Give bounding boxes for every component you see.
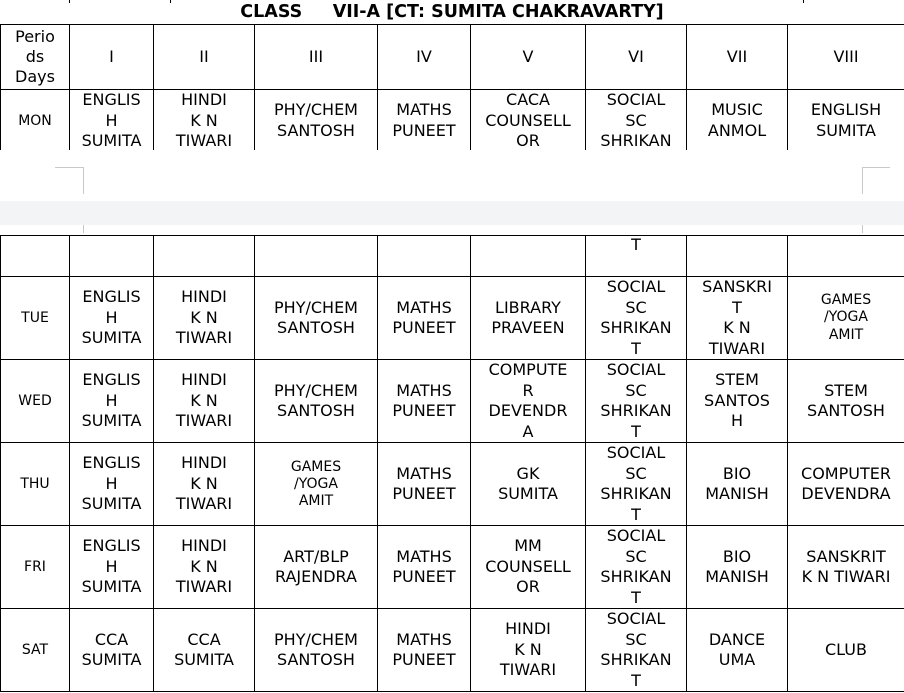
period-cell: SOCIAL SC SHRIKAN T xyxy=(586,443,687,526)
period-cell: CACA COUNSELL OR xyxy=(471,90,586,153)
period-cell: ENGLIS H SUMITA xyxy=(70,526,154,609)
period-cell xyxy=(378,236,471,277)
day-cell: THU xyxy=(1,443,70,526)
period-cell: ENGLIS H SUMITA xyxy=(70,360,154,443)
period-cell: STEM SANTOS H xyxy=(687,360,788,443)
period-header: II xyxy=(154,25,255,90)
period-cell: ENGLIS H SUMITA xyxy=(70,277,154,360)
table-row-continuation xyxy=(1,236,904,277)
crop-mark xyxy=(83,225,84,233)
period-cell: SOCIAL SC SHRIKAN T xyxy=(586,360,687,443)
corner-header: Perio ds Days xyxy=(1,25,70,90)
day-cell: SAT xyxy=(1,609,70,692)
period-cell xyxy=(471,236,586,277)
table-row-wed xyxy=(1,360,904,443)
period-cell: BIO MANISH xyxy=(687,526,788,609)
day-cell: TUE xyxy=(1,277,70,360)
period-header: VII xyxy=(687,25,788,90)
period-cell xyxy=(687,236,788,277)
period-header: III xyxy=(255,25,378,90)
period-cell: HINDI K N TIWARI xyxy=(471,609,586,692)
period-cell: CCA SUMITA xyxy=(154,609,255,692)
period-cell xyxy=(154,236,255,277)
period-header: V xyxy=(471,25,586,90)
table-row-mon xyxy=(1,90,904,153)
timetable-title: CLASS VII-A [CT: SUMITA CHAKRAVARTY] xyxy=(0,0,904,25)
period-cell: CCA SUMITA xyxy=(70,609,154,692)
period-cell: BIO MANISH xyxy=(687,443,788,526)
period-cell: STEM SANTOSH xyxy=(788,360,904,443)
period-cell: SOCIAL SC SHRIKAN T xyxy=(586,277,687,360)
period-cell: MATHS PUNEET xyxy=(378,90,471,153)
period-cell: PHY/CHEM SANTOSH xyxy=(255,360,378,443)
day-cell: FRI xyxy=(1,526,70,609)
period-cell: HINDI K N TIWARI xyxy=(154,526,255,609)
period-cell: MATHS PUNEET xyxy=(378,609,471,692)
period-cell: GAMES /YOGA AMIT xyxy=(255,443,378,526)
period-cell: HINDI K N TIWARI xyxy=(154,277,255,360)
period-cell xyxy=(255,236,378,277)
crop-mark xyxy=(862,225,863,233)
period-cell: PHY/CHEM SANTOSH xyxy=(255,277,378,360)
period-cell: MATHS PUNEET xyxy=(378,277,471,360)
timetable-upper xyxy=(0,24,904,153)
period-cell: ART/BLP RAJENDRA xyxy=(255,526,378,609)
table-row-sat xyxy=(1,609,904,692)
period-cell: COMPUTER DEVENDRA xyxy=(788,443,904,526)
period-cell: MM COUNSELL OR xyxy=(471,526,586,609)
period-cell: SOCIAL SC SHRIKAN T xyxy=(586,526,687,609)
period-cell: GAMES /YOGA AMIT xyxy=(788,277,904,360)
period-header: I xyxy=(70,25,154,90)
period-cell: ENGLIS H SUMITA xyxy=(70,443,154,526)
period-cell: ENGLISH SUMITA xyxy=(788,90,904,153)
period-cell: PHY/CHEM SANTOSH xyxy=(255,90,378,153)
timetable-lower xyxy=(0,235,904,692)
period-cell: HINDI K N TIWARI xyxy=(154,90,255,153)
crop-mark xyxy=(862,167,863,194)
period-cell: SOCIAL SC SHRIKAN T xyxy=(586,609,687,692)
period-cell: ENGLIS H SUMITA xyxy=(70,90,154,153)
period-cell: SANSKRI T K N TIWARI xyxy=(687,277,788,360)
period-cell: MATHS PUNEET xyxy=(378,526,471,609)
table-row-fri xyxy=(1,526,904,609)
period-cell: SANSKRIT K N TIWARI xyxy=(788,526,904,609)
crop-mark xyxy=(83,167,84,194)
period-cell: MATHS PUNEET xyxy=(378,360,471,443)
period-cell xyxy=(70,236,154,277)
period-cell: LIBRARY PRAVEEN xyxy=(471,277,586,360)
period-header: VIII xyxy=(788,25,904,90)
period-cell: CLUB xyxy=(788,609,904,692)
crop-mark xyxy=(55,167,83,168)
page-gap-strip xyxy=(0,201,904,225)
period-cell: MUSIC ANMOL xyxy=(687,90,788,153)
header-row xyxy=(1,25,904,90)
period-cell: GK SUMITA xyxy=(471,443,586,526)
period-header: VI xyxy=(586,25,687,90)
period-cell: T xyxy=(586,236,687,277)
table-row-thu xyxy=(1,443,904,526)
day-cell: MON xyxy=(1,90,70,153)
crop-mark xyxy=(862,167,890,168)
period-cell: PHY/CHEM SANTOSH xyxy=(255,609,378,692)
period-cell: DANCE UMA xyxy=(687,609,788,692)
period-cell: COMPUTE R DEVENDR A xyxy=(471,360,586,443)
day-cell: WED xyxy=(1,360,70,443)
period-cell: SOCIAL SC SHRIKAN xyxy=(586,90,687,153)
period-header: IV xyxy=(378,25,471,90)
day-cell xyxy=(1,236,70,277)
period-cell: HINDI K N TIWARI xyxy=(154,360,255,443)
period-cell: MATHS PUNEET xyxy=(378,443,471,526)
period-cell xyxy=(788,236,904,277)
table-row-tue xyxy=(1,277,904,360)
period-cell: HINDI K N TIWARI xyxy=(154,443,255,526)
